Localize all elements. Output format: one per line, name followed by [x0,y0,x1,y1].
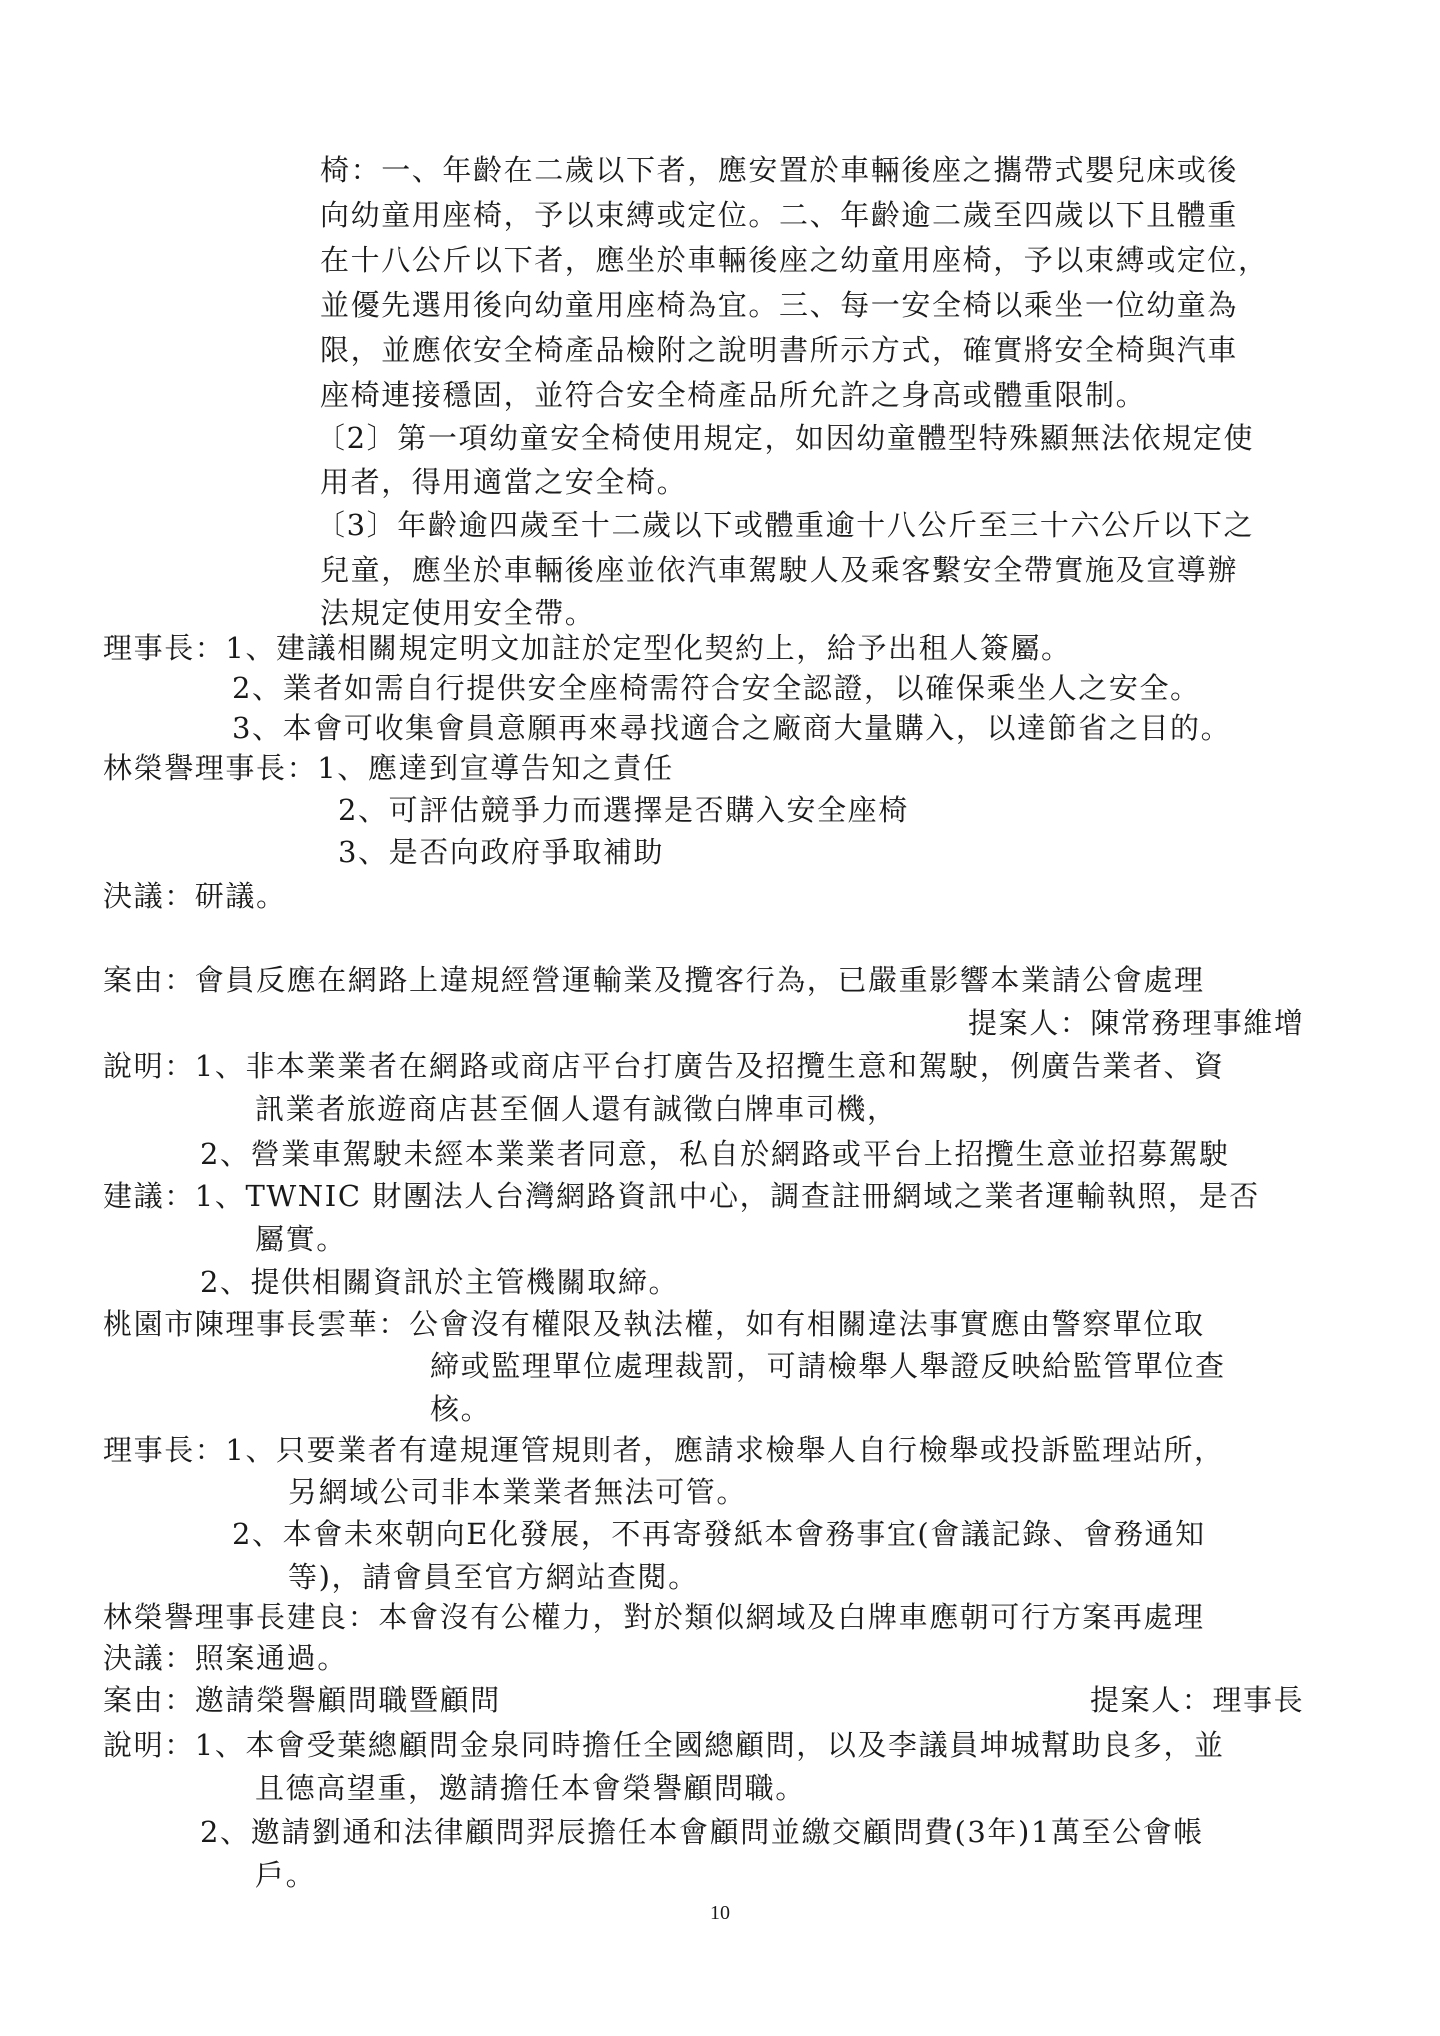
text-line: 〔3〕年齡逾四歲至十二歲以下或體重逾十八公斤至三十六公斤以下之 [316,508,1255,542]
text-line: 2、營業車駕駛未經本業業者同意，私自於網路或平台上招攬生意並招募駕駛 [200,1137,1230,1171]
text-line: 法規定使用安全帶。 [320,596,596,630]
text-line: 〔2〕第一項幼童安全椅使用規定，如因幼童體型特殊顯無法依規定使 [316,421,1255,455]
text-line: 提案人：陳常務理事維增 [968,1006,1305,1040]
text-line: 林榮譽理事長：1、應達到宣導告知之責任 [103,751,674,785]
text-line: 且德高望重，邀請擔任本會榮譽顧問職。 [255,1771,806,1805]
text-line: 向幼童用座椅，予以束縛或定位。二、年齡逾二歲至四歲以下且體重 [320,198,1239,232]
text-line: 決議：研議。 [103,879,287,913]
text-line: 建議：1、TWNIC 財團法人台灣網路資訊中心，調查註冊網域之業者運輸執照，是否 [103,1179,1260,1213]
text-line: 並優先選用後向幼童用座椅為宜。三、每一安全椅以乘坐一位幼童為 [320,288,1239,322]
text-line: 案由：邀請榮譽顧問職暨顧問 [103,1683,501,1717]
page-number: 10 [710,1902,730,1924]
text-line: 締或監理單位處理裁罰，可請檢舉人舉證反映給監管單位查 [430,1349,1226,1383]
text-line: 2、本會未來朝向E化發展，不再寄發紙本會務事宜(會議記錄、會務通知 [232,1517,1206,1551]
text-line: 3、是否向政府爭取補助 [338,835,665,869]
text-line: 2、業者如需自行提供安全座椅需符合安全認證，以確保乘坐人之安全。 [232,671,1201,705]
text-line: 用者，得用適當之安全椅。 [320,465,688,499]
text-line: 案由：會員反應在網路上違規經營運輸業及攬客行為，已嚴重影響本業請公會處理 [103,963,1205,997]
text-line: 理事長：1、只要業者有違規運管規則者，應請求檢舉人自行檢舉或投訴監理站所， [103,1433,1225,1467]
text-line: 理事長：1、建議相關規定明文加註於定型化契約上，給予出租人簽屬。 [103,631,1072,665]
text-line: 戶。 [255,1858,317,1892]
text-line: 核。 [430,1392,492,1426]
text-line: 兒童，應坐於車輛後座並依汽車駕駛人及乘客繫安全帶實施及宣導辦 [320,553,1239,587]
text-line: 在十八公斤以下者，應坐於車輛後座之幼童用座椅，予以束縛或定位， [320,243,1269,277]
text-line: 說明：1、非本業業者在網路或商店平台打廣告及招攬生意和駕駛，例廣告業者、資 [103,1049,1225,1083]
text-line: 2、邀請劉通和法律顧問羿辰擔任本會顧問並繳交顧問費(3年)1萬至公會帳 [200,1815,1204,1849]
text-line: 提案人：理事長 [1090,1683,1305,1717]
text-line: 等)，請會員至官方網站查閱。 [288,1560,699,1594]
text-line: 決議：照案通過。 [103,1641,348,1675]
text-line: 座椅連接穩固，並符合安全椅產品所允許之身高或體重限制。 [320,378,1147,412]
text-line: 訊業者旅遊商店甚至個人還有誠徵白牌車司機， [255,1092,898,1126]
text-line: 說明：1、本會受葉總顧問金泉同時擔任全國總顧問，以及李議員坤城幫助良多，並 [103,1728,1225,1762]
text-line: 2、提供相關資訊於主管機關取締。 [200,1265,680,1299]
text-line: 桃園市陳理事長雲華：公會沒有權限及執法權，如有相關違法事實應由警察單位取 [103,1307,1205,1341]
text-line: 3、本會可收集會員意願再來尋找適合之廠商大量購入，以達節省之目的。 [232,711,1232,745]
text-line: 2、可評估競爭力而選擇是否購入安全座椅 [338,793,909,827]
text-line: 限，並應依安全椅產品檢附之說明書所示方式，確實將安全椅與汽車 [320,333,1239,367]
text-line: 林榮譽理事長建良：本會沒有公權力，對於類似網域及白牌車應朝可行方案再處理 [103,1600,1205,1634]
text-line: 屬實。 [255,1222,347,1256]
text-line: 椅：一、年齡在二歲以下者，應安置於車輛後座之攜帶式嬰兒床或後 [320,153,1239,187]
text-line: 另網域公司非本業業者無法可管。 [288,1475,748,1509]
